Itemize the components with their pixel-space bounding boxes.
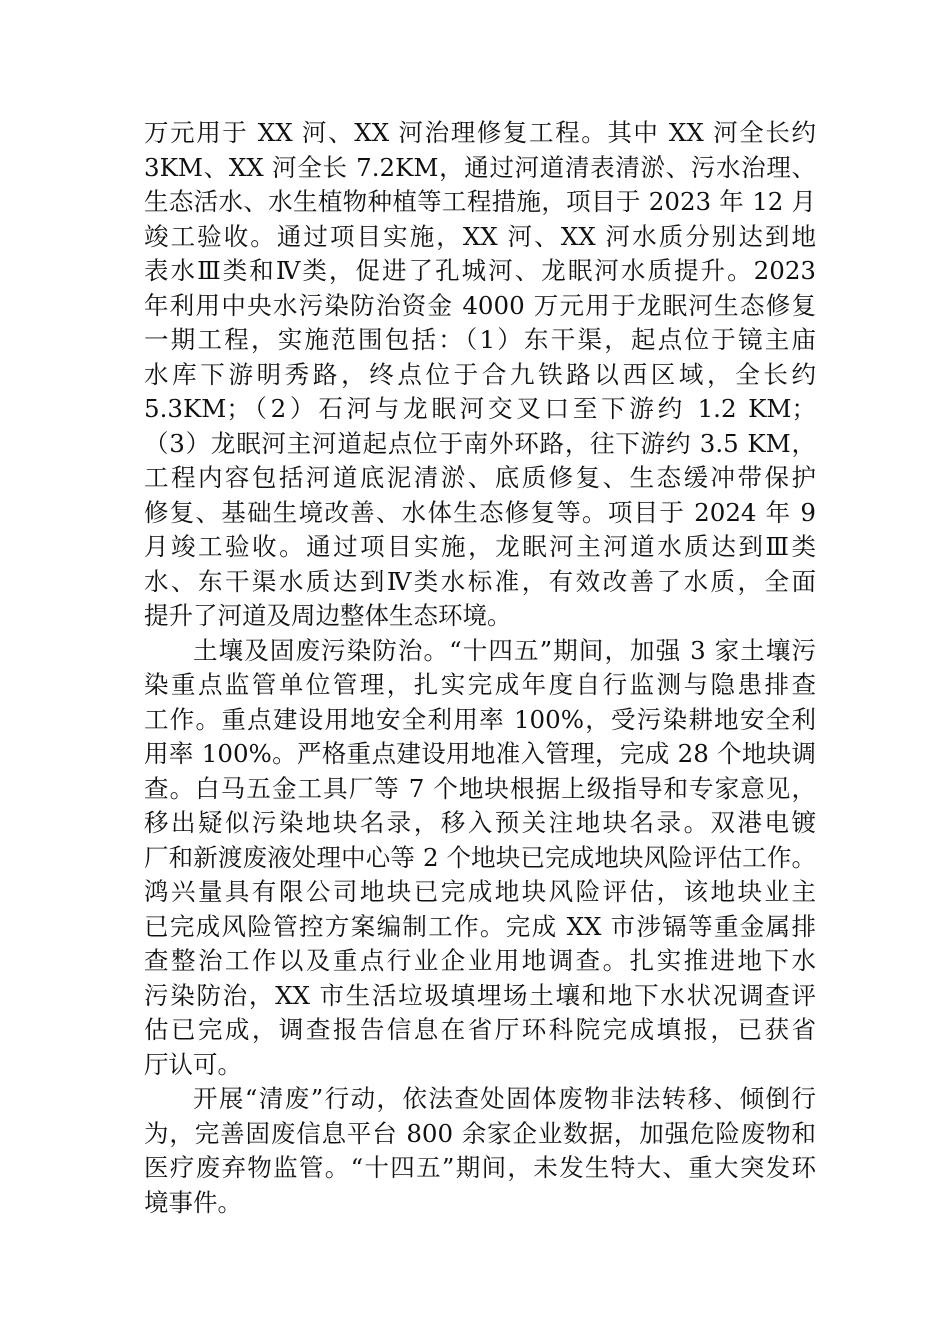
- text-line: 染重点监管单位管理，扎实完成年度自行监测与隐患排查: [144, 670, 816, 699]
- text-line: 水、东干渠水质达到Ⅳ类水标准，有效改善了水质，全面: [144, 566, 816, 596]
- text-line: 厂和新渡废液处理中心等 2 个地块已完成地块风险评估工作。: [144, 842, 816, 872]
- text-line: 土壤及固废污染防治。“十四五”期间，加强 3 家土壤污: [193, 635, 816, 665]
- text-line: 3KM、XX 河全长 7.2KM，通过河道清表清淤、污水治理、: [144, 152, 816, 182]
- text-line: 厅认可。: [144, 1049, 242, 1079]
- text-line: 污染防治，XX 市生活垃圾填埋场土壤和地下水状况调查评: [144, 980, 816, 1010]
- text-line: 用率 100%。严格重点建设用地准入管理，完成 28 个地块调: [144, 739, 816, 768]
- text-line: 查整治工作以及重点行业企业用地调查。扎实推进地下水: [144, 946, 816, 975]
- text-line: 已完成风险管控方案编制工作。完成 XX 市涉镉等重金属排: [144, 911, 816, 941]
- text-line: 查。白马五金工具厂等 7 个地块根据上级指导和专家意见，: [144, 773, 816, 803]
- text-line: 水库下游明秀路，终点位于合九铁路以西区域，全长约: [144, 359, 816, 389]
- text-line: 工程内容包括河道底泥清淤、底质修复、生态缓冲带保护: [144, 463, 816, 492]
- text-line: 表水Ⅲ类和Ⅳ类，促进了孔城河、龙眠河水质提升。2023: [144, 256, 816, 285]
- text-line: 竣工验收。通过项目实施，XX 河、XX 河水质分别达到地: [144, 221, 816, 251]
- text-line: 年利用中央水污染防治资金 4000 万元用于龙眠河生态修复: [144, 290, 816, 320]
- text-line: 估已完成，调查报告信息在省厅环科院完成填报，已获省: [144, 1015, 816, 1044]
- text-line: 鸿兴量具有限公司地块已完成地块风险评估，该地块业主: [144, 877, 816, 906]
- paragraph: [144, 1082, 816, 1220]
- text-line: 境事件。: [144, 1187, 242, 1217]
- text-line: （3）龙眠河主河道起点位于南外环路，往下游约 3.5 KM，: [144, 428, 816, 458]
- text-line: 月竣工验收。通过项目实施，龙眠河主河道水质达到Ⅲ类: [144, 532, 816, 561]
- text-line: 移出疑似污染地块名录，移入预关注地块名录。双港电镀: [144, 808, 816, 837]
- text-line: 万元用于 XX 河、XX 河治理修复工程。其中 XX 河全长约: [144, 118, 816, 147]
- text-line: 医疗废弃物监管。“十四五”期间，未发生特大、重大突发环: [144, 1153, 816, 1182]
- text-line: 开展“清废”行动，依法查处固体废物非法转移、倾倒行: [193, 1084, 816, 1113]
- text-line: 5.3KM；（2）石河与龙眠河交叉口至下游约 1.2 KM；: [144, 394, 816, 423]
- text-line: 工作。重点建设用地安全利用率 100%，受污染耕地安全利: [144, 704, 816, 734]
- document-body: [144, 116, 816, 1220]
- text-line: 一期工程，实施范围包括：（1）东干渠，起点位于镜主庙: [144, 325, 816, 354]
- text-line: 修复、基础生境改善、水体生态修复等。项目于 2024 年 9: [144, 497, 816, 527]
- paragraph: [144, 116, 816, 634]
- paragraph: [144, 634, 816, 1083]
- text-line: 为，完善固废信息平台 800 余家企业数据，加强危险废物和: [144, 1118, 816, 1148]
- text-line: 生态活水、水生植物种植等工程措施，项目于 2023 年 12 月: [144, 187, 816, 216]
- text-line: 提升了河道及周边整体生态环境。: [144, 601, 512, 630]
